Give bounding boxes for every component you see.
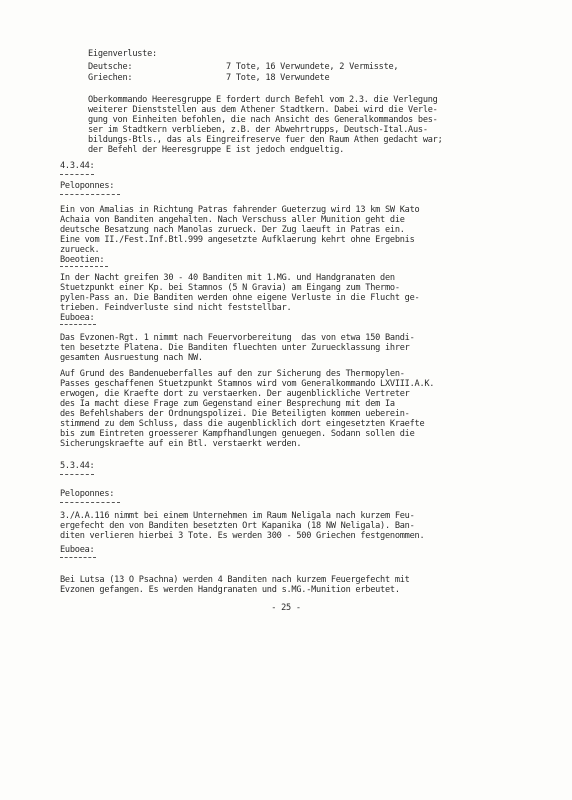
report-line: des Ia macht diese Frage zum Gegenstand einer Besprechung mit dem Ia [60, 399, 395, 409]
order-line: bildungs-Btls., das als Eingreifreserve fuer den Raum Athen gedacht war; [88, 135, 443, 145]
region-underline [60, 557, 96, 558]
report-line: Eine vom II./Fest.Inf.Btl.999 angesetzte Aufklaerung kehrt ohne Ergebnis [60, 235, 415, 245]
report-line: ergefecht den von Banditen besetzten Ort Kapanika (18 NW Neligala). Ban- [60, 521, 415, 531]
region-underline [60, 324, 96, 325]
report-line: Auf Grund des Bandenueberfalles auf den zur Sicherung des Thermopylen- [60, 369, 405, 379]
report-line: Evzonen gefangen. Es werden Handgranaten und s.MG.-Munition erbeutet. [60, 585, 400, 595]
losses-heading: Eigenverluste: [88, 49, 157, 59]
report-line: Ein von Amalias in Richtung Patras fahrender Gueterzug wird 13 km SW Kato [60, 205, 420, 215]
report-line: Das Evzonen-Rgt. 1 nimmt nach Feuervorbereitung das von etwa 150 Bandi- [60, 333, 415, 343]
losses-label-greeks: Griechen: [88, 73, 133, 83]
report-line: zurueck. [60, 245, 100, 255]
losses-label-germans: Deutsche: [88, 62, 133, 72]
region-underline [60, 502, 120, 503]
page-number: - 25 - [271, 603, 301, 613]
report-line: Sicherungskraefte auf ein Btl. verstaerkt werden. [60, 439, 302, 449]
report-line: Bei Lutsa (13 O Psachna) werden 4 Banditen nach kurzem Feuergefecht mit [60, 575, 410, 585]
report-line: Stuetzpunkt einer Kp. bei Stamnos (5 N Gravia) am Eingang zum Thermo- [60, 283, 400, 293]
date-heading: 4.3.44: [60, 161, 95, 171]
region-heading: Euboea: [60, 545, 95, 555]
region-heading: Euboea: [60, 313, 95, 323]
order-line: Oberkommando Heeresgruppe E fordert durch Befehl vom 2.3. die Verlegung [88, 95, 438, 105]
date-heading: 5.3.44: [60, 461, 95, 471]
report-line: erwogen, die Kraefte dort zu verstaerken. Der augenblickliche Vertreter [60, 389, 410, 399]
date-underline [60, 474, 94, 475]
report-line: In der Nacht greifen 30 - 40 Banditen mit 1.MG. und Handgranaten den [60, 273, 395, 283]
region-heading: Peloponnes: [60, 489, 115, 499]
report-line: ten besetzte Platena. Die Banditen fluechten unter Zuruecklassung ihrer [60, 343, 410, 353]
region-underline [60, 266, 108, 267]
region-heading: Boeotien: [60, 255, 105, 265]
losses-value-greeks: 7 Tote, 18 Verwundete [226, 73, 330, 83]
report-line: pylen-Pass an. Die Banditen werden ohne eigene Verluste in die Flucht ge- [60, 293, 420, 303]
order-line: ser im Stadtkern verblieben, z.B. der Abwehrtrupps, Deutsch-Ital.Aus- [88, 125, 428, 135]
order-line: weiterer Dienststellen aus dem Athener Stadtkern. Dabei wird die Verle- [88, 105, 438, 115]
report-line: gesamten Ausruestung nach NW. [60, 353, 203, 363]
region-heading: Peloponnes: [60, 181, 115, 191]
region-underline [60, 194, 120, 195]
report-line: stimmend zu dem Schluss, dass die augenblicklich dort eingesetzten Kraefte [60, 419, 425, 429]
report-line: 3./A.A.116 nimmt bei einem Unternehmen im Raum Neligala nach kurzem Feu- [60, 511, 415, 521]
report-line: deutsche Besatzung nach Manolas zurueck. Der Zug laeuft in Patras ein. [60, 225, 405, 235]
losses-value-germans: 7 Tote, 16 Verwundete, 2 Vermisste, [226, 62, 399, 72]
order-line: gung von Einheiten befohlen, die nach Ansicht des Generalkommandos bes- [88, 115, 438, 125]
report-line: diten verlieren hierbei 3 Tote. Es werden 300 - 500 Griechen festgenommen. [60, 531, 425, 541]
report-line: trieben. Feindverluste sind nicht feststellbar. [60, 303, 292, 313]
report-line: Passes geschaffenen Stuetzpunkt Stamnos wird vom Generalkommando LXVIII.A.K. [60, 379, 435, 389]
report-line: Achaia von Banditen angehalten. Nach Verschuss aller Munition geht die [60, 215, 405, 225]
order-line: der Befehl der Heeresgruppe E ist jedoch endgueltig. [88, 145, 345, 155]
date-underline [60, 174, 94, 175]
report-line: bis zum Eintreten groesserer Kampfhandlungen genuegen. Sodann sollen die [60, 429, 415, 439]
report-line: des Befehlshabers der Ordnungspolizei. Die Beteiligten kommen ueberein- [60, 409, 410, 419]
